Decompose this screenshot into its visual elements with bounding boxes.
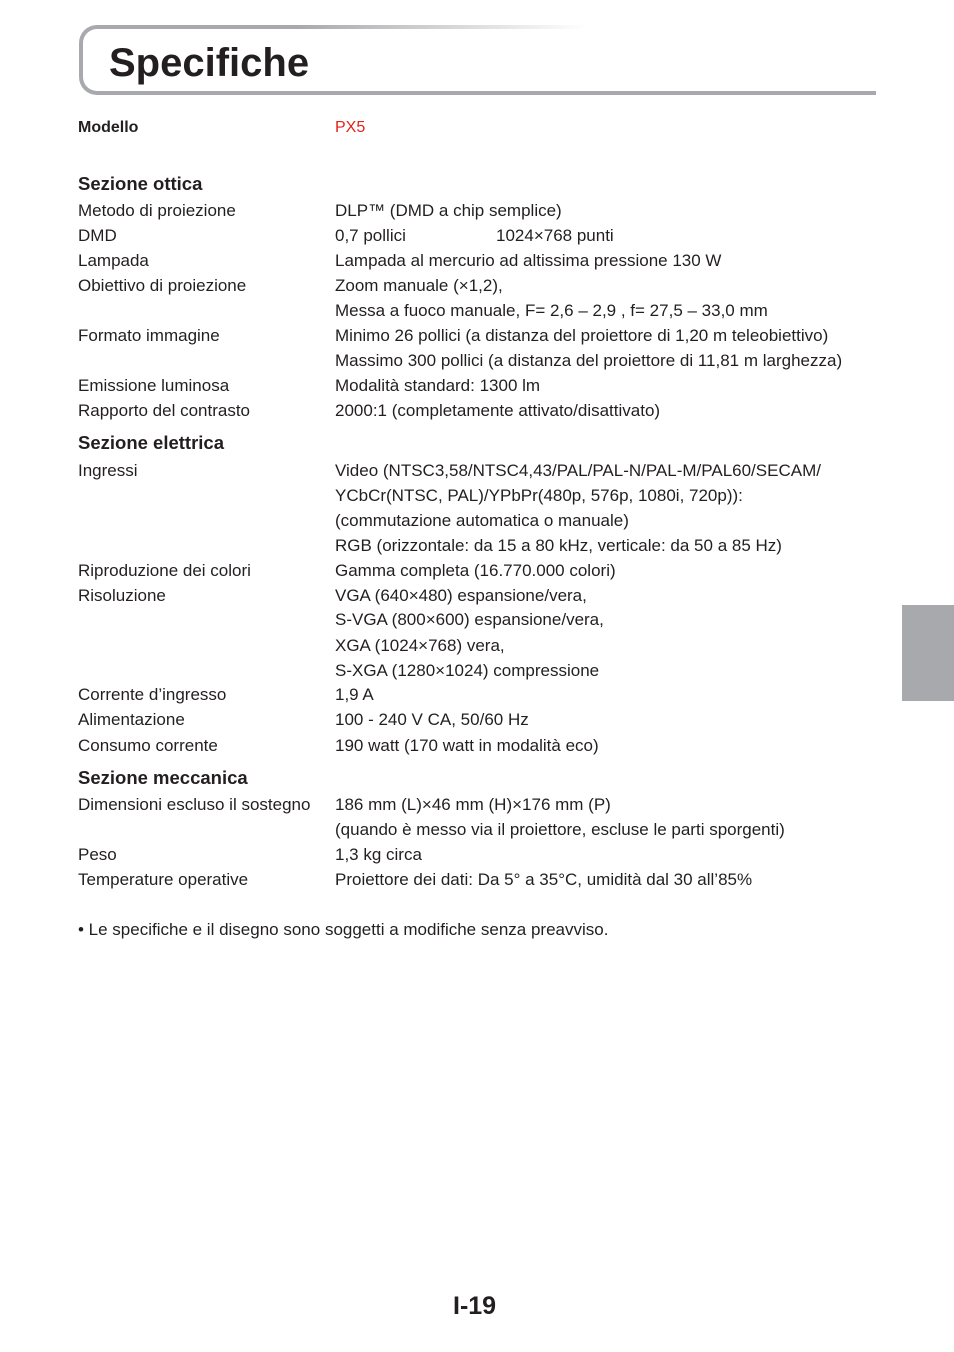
spec-value: YCbCr(NTSC, PAL)/YPbPr(480p, 576p, 1080i, 720p)):: [335, 486, 743, 505]
spec-label: Peso: [78, 845, 117, 864]
spec-label: Temperature operative: [78, 870, 249, 889]
spec-value: 2000:1 (completamente attivato/disattivato): [335, 401, 661, 420]
spec-row: [78, 198, 898, 223]
spec-row: [78, 842, 898, 867]
spec-row: [78, 273, 898, 298]
spec-value: Modalità standard: 1300 lm: [335, 376, 541, 395]
spec-row: [78, 682, 898, 707]
spec-row: [78, 483, 898, 508]
spec-row: [78, 298, 898, 323]
spec-row: [78, 817, 898, 842]
spec-label: Consumo corrente: [78, 736, 218, 755]
spec-value: VGA (640×480) espansione/vera,: [335, 586, 587, 605]
section-heading-mechanical: Sezione meccanica: [78, 767, 248, 788]
page-number: I-19: [453, 1292, 497, 1320]
spec-value: DLP™ (DMD a chip semplice): [335, 201, 562, 220]
spec-value: 0,7 pollici: [335, 226, 406, 245]
spec-label: Riproduzione dei colori: [78, 561, 251, 580]
spec-value: (commutazione automatica o manuale): [335, 511, 629, 530]
spec-value: Video (NTSC3,58/NTSC4,43/PAL/PAL-N/PAL-M/PAL60/SECAM/: [335, 461, 821, 480]
section-heading-electrical: Sezione elettrica: [78, 432, 225, 453]
spec-row: [78, 792, 898, 817]
spec-value: S-XGA (1280×1024) compressione: [335, 661, 600, 680]
spec-label: Dimensioni escluso il sostegno: [78, 795, 311, 814]
spec-label: Risoluzione: [78, 586, 166, 605]
spec-row: [78, 458, 898, 483]
spec-label: DMD: [78, 226, 117, 245]
spec-value: Zoom manuale (×1,2),: [335, 276, 503, 295]
spec-row: [78, 658, 898, 683]
spec-value: 1,9 A: [335, 685, 374, 704]
spec-value: Massimo 300 pollici (a distanza del proiettore di 11,81 m larghezza): [335, 351, 843, 370]
spec-row: [78, 533, 898, 558]
spec-value: Messa a fuoco manuale, F= 2,6 – 2,9 , f= 27,5 – 33,0 mm: [335, 301, 768, 320]
section-heading-optical: Sezione ottica: [78, 173, 203, 194]
spec-value: Lampada al mercurio ad altissima pressione 130 W: [335, 251, 722, 270]
spec-label: Corrente d’ingresso: [78, 685, 227, 704]
disclaimer-note: • Le specifiche e il disegno sono soggetti a modifiche senza preavviso.: [78, 920, 609, 939]
spec-row: [78, 373, 898, 398]
spec-value: 186 mm (L)×46 mm (H)×176 mm (P): [335, 795, 611, 814]
spec-label: Lampada: [78, 251, 149, 270]
spec-row: [78, 223, 898, 248]
spec-value: 1,3 kg circa: [335, 845, 422, 864]
spec-value: 190 watt (170 watt in modalità eco): [335, 736, 599, 755]
spec-value: XGA (1024×768) vera,: [335, 636, 505, 655]
model-row: [78, 115, 898, 140]
spec-value: S-VGA (800×600) espansione/vera,: [335, 610, 604, 629]
spec-value: Minimo 26 pollici (a distanza del proiettore di 1,20 m teleobiettivo): [335, 326, 829, 345]
spec-value: Proiettore dei dati: Da 5° a 35°C, umidità dal 30 all’85%: [335, 870, 753, 889]
spec-label: Rapporto del contrasto: [78, 401, 250, 420]
spec-value: (quando è messo via il proiettore, escluse le parti sporgenti): [335, 820, 785, 839]
spec-label: Obiettivo di proiezione: [78, 276, 247, 295]
spec-row: [78, 508, 898, 533]
spec-value: RGB (orizzontale: da 15 a 80 kHz, verticale: da 50 a 85 Hz): [335, 536, 782, 555]
model-value: PX5: [335, 119, 366, 136]
spec-row: [78, 633, 898, 658]
spec-row: [78, 607, 898, 632]
spec-row: [78, 583, 898, 608]
model-label: Modello: [78, 119, 139, 136]
spec-value: Gamma completa (16.770.000 colori): [335, 561, 616, 580]
page-title: Specifiche: [109, 41, 310, 85]
section-tab-marker: [902, 605, 954, 701]
spec-label: Alimentazione: [78, 710, 185, 729]
spec-label: Ingressi: [78, 461, 138, 480]
spec-row: [78, 248, 898, 273]
spec-label: Metodo di proiezione: [78, 201, 236, 220]
spec-row: [78, 867, 898, 892]
spec-value: 100 - 240 V CA, 50/60 Hz: [335, 710, 529, 729]
spec-row: [78, 348, 898, 373]
spec-row: [78, 398, 898, 423]
spec-value-secondary: 1024×768 punti: [496, 226, 614, 245]
spec-row: [78, 733, 898, 758]
spec-label: Emissione luminosa: [78, 376, 230, 395]
spec-label: Formato immagine: [78, 326, 220, 345]
spec-row: [78, 707, 898, 732]
spec-row: [78, 558, 898, 583]
spec-row: [78, 323, 898, 348]
